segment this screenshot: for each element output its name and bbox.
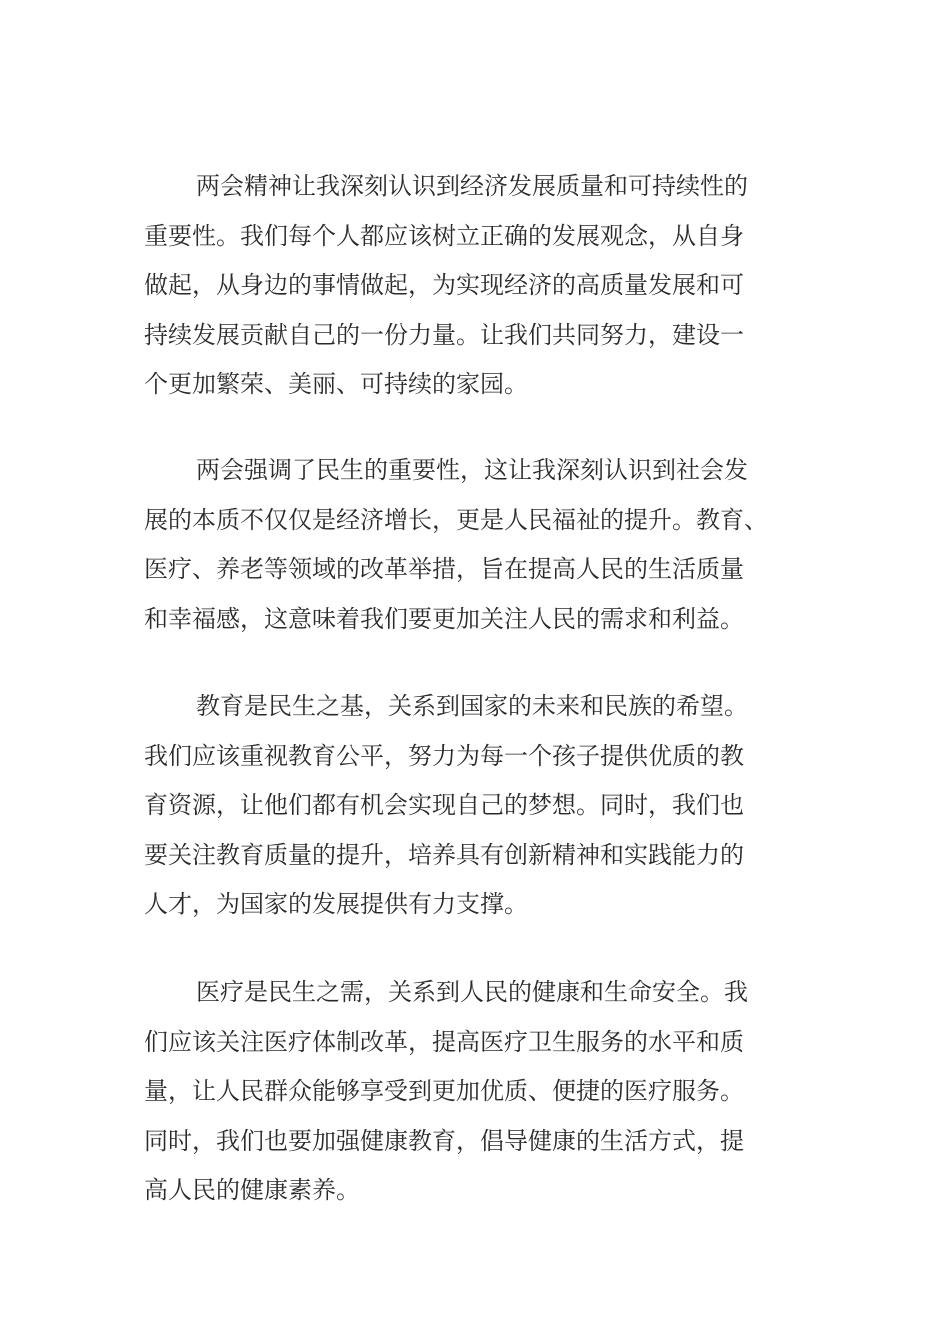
paragraph-line: 教育是民生之基，关系到国家的未来和民族的希望。: [196, 692, 748, 720]
paragraph-line: 要关注教育质量的提升，培养具有创新精神和实践能力的: [144, 840, 744, 869]
paragraph-line: 和幸福感，这意味着我们要更加关注人民的需求和利益。: [144, 604, 744, 633]
paragraph-line: 同时，我们也要加强健康教育，倡导健康的生活方式，提: [144, 1126, 744, 1155]
paragraph-education: [144, 682, 796, 930]
paragraph-line: 我们应该重视教育公平，努力为每一个孩子提供优质的教: [144, 741, 744, 770]
paragraph-line: 展的本质不仅仅是经济增长，更是人民福祉的提升。教育、: [144, 505, 768, 534]
paragraph-line: 持续发展贡献自己的一份力量。让我们共同努力，建设一: [144, 320, 744, 349]
paragraph-line: 量，让人民群众能够享受到更加优质、便捷的医疗服务。: [144, 1077, 744, 1105]
paragraph-line: 们应该关注医疗体制改革，提高医疗卫生服务的水平和质: [144, 1027, 744, 1056]
paragraph-line: 两会强调了民生的重要性，这让我深刻认识到社会发: [196, 456, 748, 484]
paragraph-economic-development: [144, 162, 796, 410]
paragraph-line: 高人民的健康素养。: [144, 1176, 360, 1204]
paragraph-healthcare: [144, 968, 796, 1216]
paragraph-line: 重要性。我们每个人都应该树立正确的发展观念，从自身: [144, 221, 744, 250]
paragraph-line: 个更加繁荣、美丽、可持续的家园。: [144, 370, 528, 398]
paragraph-line: 育资源，让他们都有机会实现自己的梦想。同时，我们也: [144, 791, 744, 819]
paragraph-line: 医疗是民生之需，关系到人民的健康和生命安全。我: [196, 978, 748, 1006]
paragraph-line: 两会精神让我深刻认识到经济发展质量和可持续性的: [196, 172, 748, 200]
paragraph-line: 医疗、养老等领域的改革举措，旨在提高人民的生活质量: [144, 555, 744, 583]
paragraph-livelihood: [144, 446, 796, 644]
paragraph-line: 做起，从身边的事情做起，为实现经济的高质量发展和可: [144, 271, 744, 299]
paragraph-line: 人才，为国家的发展提供有力支撑。: [144, 890, 528, 918]
